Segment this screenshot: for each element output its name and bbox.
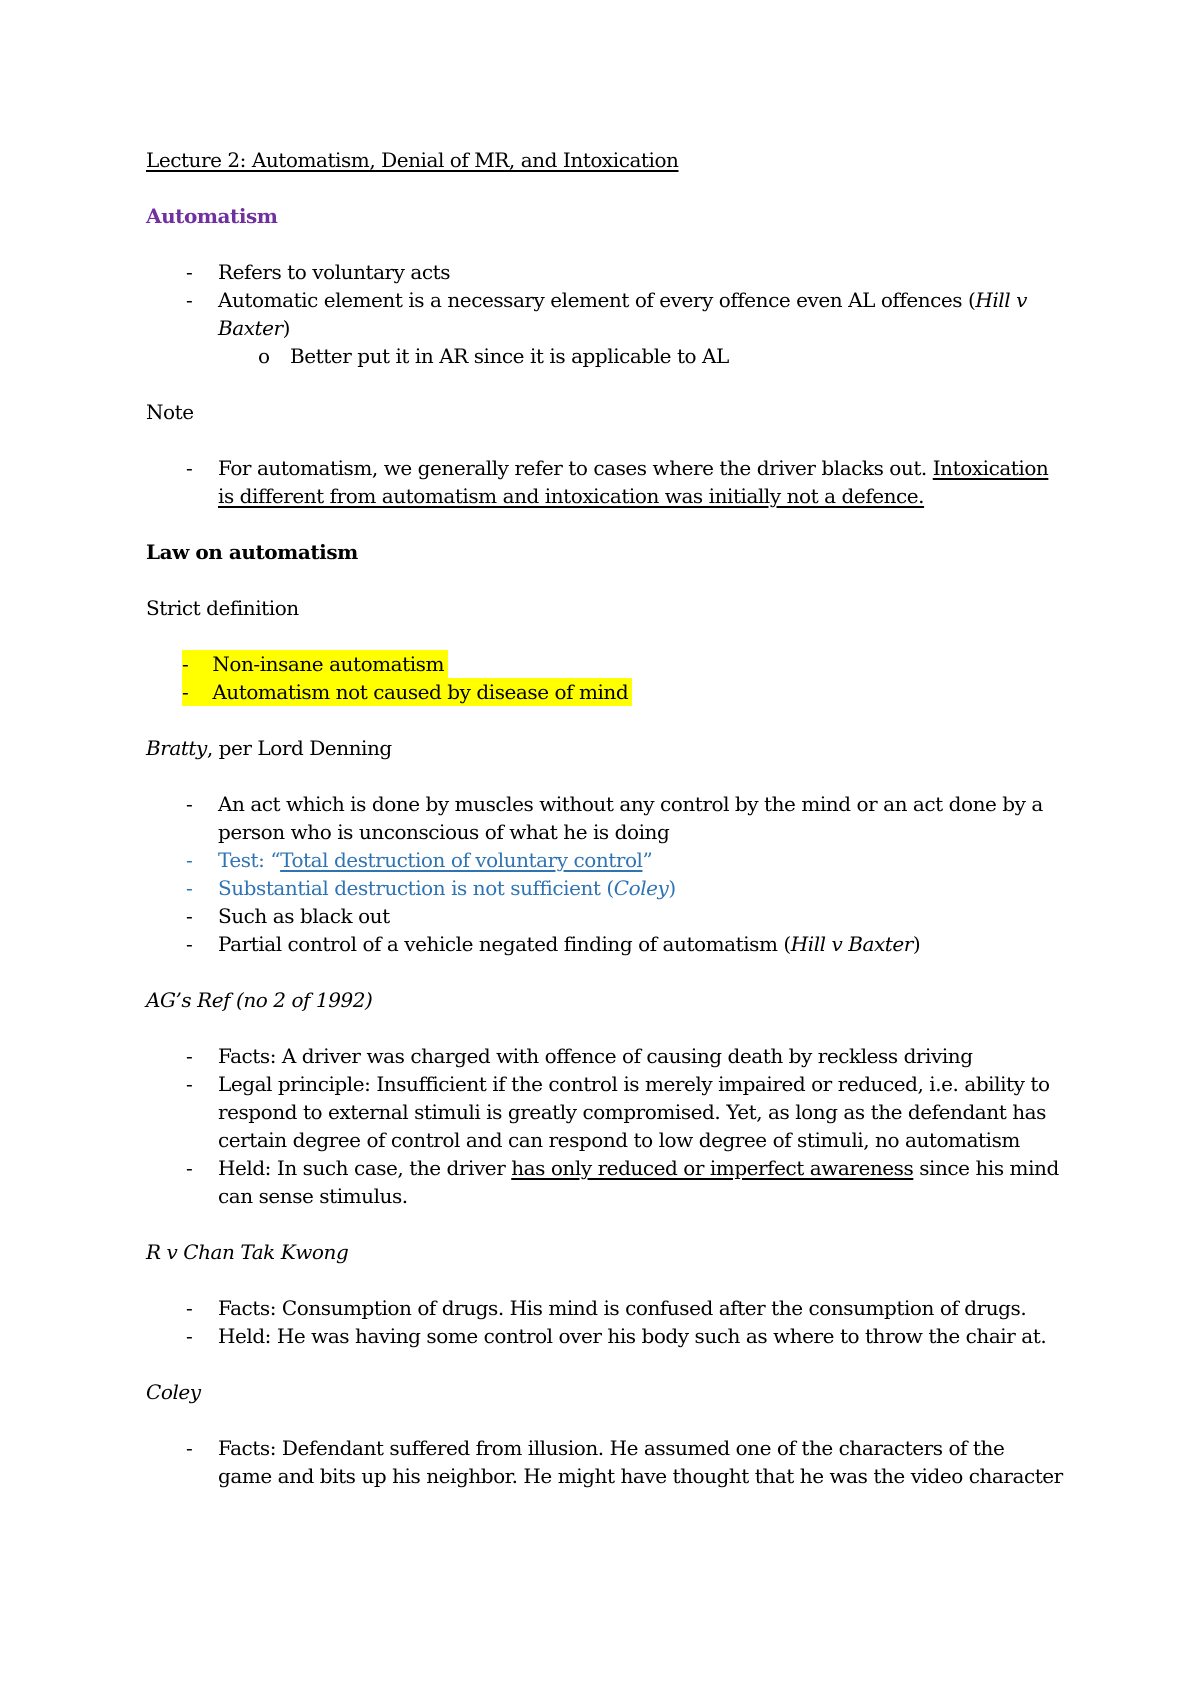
automatism-bullet-2-line-1: Automatic element is a necessary element of every offence even AL offences (Hill v [218,288,1027,312]
ag-principle-line-3: certain degree of control and can respond to low degree of stimuli, no automatism [218,1128,1020,1152]
test-link[interactable]: Total destruction of voluntary control [280,848,643,872]
bratty-test-bullet: Test: “Total destruction of voluntary control” [218,848,653,872]
automatism-sub-bullet-1: Better put it in AR since it is applicable to AL [290,344,729,368]
case-name: Baxter [218,316,283,340]
ag-principle-line-2: respond to external stimuli is greatly compromised. Yet, as long as the defendant has [218,1100,1046,1124]
ag-ref-heading: AG’s Ref (no 2 of 1992) [146,988,373,1012]
bullet-dash: - [186,288,193,312]
bratty-substantial-bullet: Substantial destruction is not sufficient (Coley) [218,876,676,900]
ag-held-line-1: Held: In such case, the driver has only reduced or imperfect awareness since his mind [218,1156,1059,1180]
bullet-dash: - [186,1324,193,1348]
bratty-bullet-4: Such as black out [218,904,390,928]
bratty-heading: Bratty, per Lord Denning [146,736,392,760]
automatism-bullet-2-line-2: Baxter) [218,316,290,340]
coley-facts-line-2: game and bits up his neighbor. He might have thought that he was the video character [218,1464,1063,1488]
bullet-dash: - [186,932,193,956]
automatism-heading: Automatism [146,204,278,228]
bullet-dash: - [186,260,193,284]
underlined-text: Intoxication [932,456,1049,480]
bullet-dash: - [186,1296,193,1320]
strict-definition-label: Strict definition [146,596,299,620]
bullet-dash: - [186,1436,193,1460]
bullet-dash: - [186,848,193,872]
case-name: Hill v [975,288,1027,312]
bullet-dash: - [186,792,193,816]
coley-facts-line-1: Facts: Defendant suffered from illusion. He assumed one of the characters of the [218,1436,1005,1460]
automatism-bullet-1: Refers to voluntary acts [218,260,451,284]
bratty-bullet-5: Partial control of a vehicle negated finding of automatism (Hill v Baxter) [218,932,921,956]
note-bullet-line-1: For automatism, we generally refer to cases where the driver blacks out. Intoxication [218,456,1049,480]
bullet-dash: - [186,1156,193,1180]
case-name: Bratty [146,736,207,760]
chan-heading: R v Chan Tak Kwong [146,1240,349,1264]
chan-held-bullet: Held: He was having some control over his body such as where to throw the chair at. [218,1324,1047,1348]
ag-held-line-2: can sense stimulus. [218,1184,408,1208]
underlined-text: has only reduced or imperfect awareness [511,1156,914,1180]
coley-heading: Coley [146,1380,201,1404]
lecture-title: Lecture 2: Automatism, Denial of MR, and Intoxication [146,148,679,172]
note-label: Note [146,400,194,424]
highlighted-definition-1: - Non-insane automatism [182,650,448,678]
case-name: Coley [613,876,669,900]
bratty-bullet-1-line-2: person who is unconscious of what he is doing [218,820,670,844]
bratty-bullet-1-line-1: An act which is done by muscles without any control by the mind or an act done by a [218,792,1043,816]
bullet-dash: - [186,456,193,480]
bullet-dash: - [186,876,193,900]
highlighted-definition-2: - Automatism not caused by disease of mind [182,678,632,706]
sub-bullet-marker: o [258,344,271,368]
case-name: Hill v Baxter [790,932,913,956]
bullet-dash: - [186,1072,193,1096]
bullet-dash: - [186,1044,193,1068]
law-heading: Law on automatism [146,540,358,564]
note-bullet-line-2: is different from automatism and intoxication was initially not a defence. [218,484,925,508]
ag-principle-line-1: Legal principle: Insufficient if the control is merely impaired or reduced, i.e. ability to [218,1072,1050,1096]
ag-facts-bullet: Facts: A driver was charged with offence of causing death by reckless driving [218,1044,973,1068]
chan-facts-bullet: Facts: Consumption of drugs. His mind is confused after the consumption of drugs. [218,1296,1027,1320]
bullet-dash: - [186,904,193,928]
